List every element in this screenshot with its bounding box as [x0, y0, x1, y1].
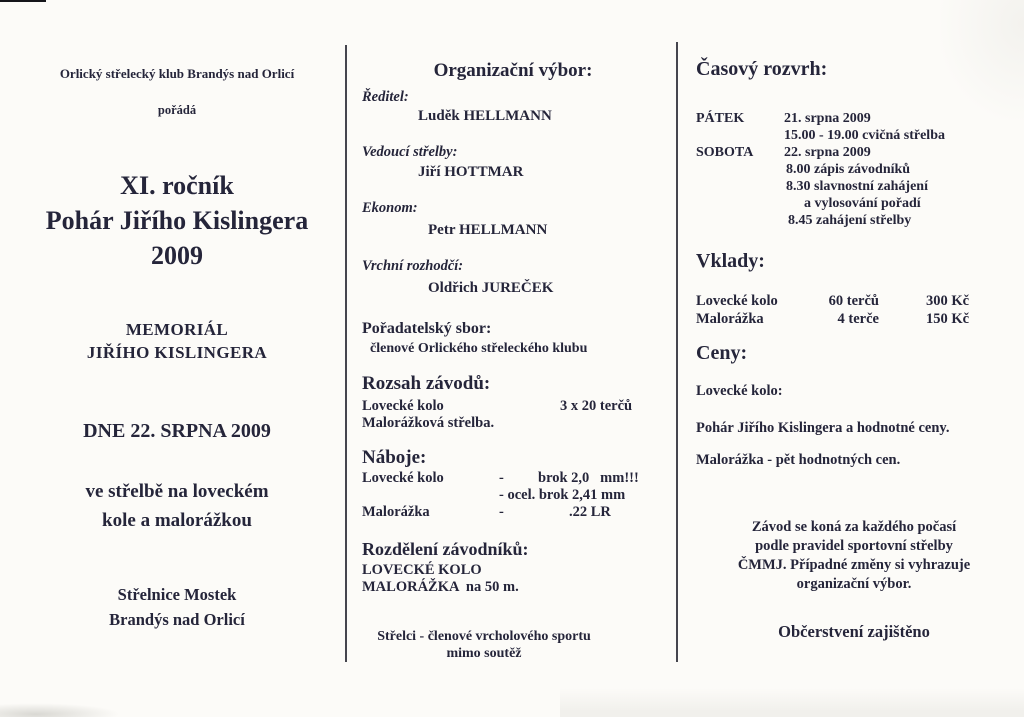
committee-heading: Organizační výbor:	[433, 60, 593, 81]
role-name-economist: Petr HELLMANN	[428, 222, 548, 238]
fees-row-smallbore	[696, 311, 969, 328]
prizes-line3: Malorážka - pět hodnotných cen.	[696, 452, 901, 468]
venue-line1: Střelnice Mostek	[117, 585, 237, 604]
scope-row1-value: 3 x 20 terčů	[560, 398, 633, 414]
fees-price: 300 Kč	[926, 293, 970, 309]
organizers-text: členové Orlického střeleckého klubu	[370, 341, 588, 356]
ammo-row3-dash: -	[499, 504, 504, 520]
ammo-row1-value: brok 2,0 mm!!!	[538, 470, 639, 486]
weather-note-line1: Závod se koná za každého počasí	[751, 519, 957, 535]
event-date: DNE 22. SRPNA 2009	[83, 420, 271, 442]
schedule-saturday-lines	[784, 144, 928, 229]
schedule-line: 22. srpna 2009	[784, 145, 871, 160]
division-line1: LOVECKÉ KOLO	[362, 562, 482, 578]
schedule-saturday-label: SOBOTA	[696, 145, 754, 160]
organizes-label: pořádá	[157, 103, 197, 117]
division-line2: MALORÁŽKA na 50 m.	[362, 579, 519, 595]
venue-line2: Brandýs nad Orlicí	[109, 610, 245, 629]
column-divider-right	[676, 42, 678, 662]
refreshments-note: Občerstvení zajištěno	[778, 622, 930, 641]
weather-note	[702, 518, 1006, 594]
ammo-row1-label: Lovecké kolo	[362, 470, 444, 486]
ammo-heading: Náboje:	[362, 447, 427, 468]
scope-heading: Rozsah závodů:	[362, 373, 491, 394]
prizes-line2: Pohár Jiřího Kislingera a hodnotné ceny.	[696, 420, 950, 436]
memorial-title	[18, 318, 336, 364]
left-column	[18, 0, 336, 717]
ammo-row1-dash: -	[499, 470, 504, 486]
fees-qty: 4 terče	[837, 311, 879, 327]
non-competing-note-line1: Střelci - členové vrcholového sportu	[377, 629, 591, 644]
schedule-line: 15.00 - 19.00 cvičná střelba	[784, 128, 945, 143]
right-column	[694, 0, 1016, 717]
schedule-line: 8.45 zahájení střelby	[788, 213, 912, 228]
memorial-line1: MEMORIÁL	[125, 320, 229, 339]
scope-row1	[362, 398, 670, 415]
prizes-heading: Ceny:	[696, 342, 748, 364]
role-name-chief-referee: Oldřich JUREČEK	[428, 280, 554, 296]
schedule-saturday	[696, 144, 928, 229]
event-title-line1: XI. ročník	[120, 171, 234, 200]
weather-note-line2: podle pravidel sportovní střelby	[755, 538, 953, 554]
division-heading: Rozdělení závodníků:	[362, 539, 529, 559]
schedule-friday-label: PÁTEK	[696, 111, 745, 126]
schedule-friday-lines	[784, 110, 945, 144]
weather-note-line4: organizační výbor.	[796, 576, 912, 592]
discipline-line2: kole a malorážkou	[102, 510, 252, 531]
club-name: Orlický střelecký klub Brandýs nad Orlicí	[59, 66, 295, 81]
fees-qty: 60 terčů	[828, 293, 879, 309]
scope-row1-label: Lovecké kolo	[362, 398, 444, 414]
non-competing-note	[363, 628, 605, 662]
fees-price: 150 Kč	[926, 311, 970, 327]
ammo-row2-value: - ocel. brok 2,41 mm	[499, 487, 626, 503]
organizers-heading: Pořadatelský sbor:	[362, 320, 492, 337]
fees-label: Malorážka	[696, 311, 764, 327]
event-title	[18, 168, 336, 273]
schedule-line: 8.30 slavnostní zahájení	[786, 179, 928, 194]
weather-note-line3: ČMMJ. Případné změny si vyhrazuje	[737, 557, 971, 573]
fees-heading: Vklady:	[696, 250, 765, 272]
event-title-line2: Pohár Jiřího Kislingera	[45, 206, 309, 235]
role-label-chief-referee: Vrchní rozhodčí:	[362, 258, 464, 274]
prizes-line1: Lovecké kolo:	[696, 383, 783, 399]
schedule-heading: Časový rozvrh:	[696, 58, 828, 80]
discipline	[18, 477, 336, 535]
role-name-shooting-lead: Jiří HOTTMAR	[418, 164, 524, 180]
role-label-economist: Ekonom:	[362, 200, 418, 216]
schedule-line: a vylosování pořadí	[804, 196, 921, 211]
memorial-line2: JIŘÍHO KISLINGERA	[86, 343, 268, 362]
role-name-director: Luděk HELLMANN	[418, 108, 552, 124]
column-divider-left	[345, 45, 347, 662]
schedule-line: 8.00 zápis závodníků	[786, 162, 911, 177]
discipline-line1: ve střelbě na loveckém	[85, 481, 269, 502]
middle-column	[356, 0, 670, 717]
non-competing-note-line2: mimo soutěž	[446, 646, 522, 661]
fees-label: Lovecké kolo	[696, 293, 778, 309]
role-label-director: Ředitel:	[362, 89, 409, 105]
ammo-row3-value: .22 LR	[569, 504, 611, 520]
role-label-shooting-lead: Vedoucí střelby:	[362, 144, 458, 160]
ammo-row3	[362, 504, 670, 521]
schedule-line: 21. srpna 2009	[784, 111, 871, 126]
schedule-friday	[696, 110, 945, 144]
venue	[18, 582, 336, 632]
ammo-row1	[362, 470, 670, 487]
event-title-line3: 2009	[151, 241, 203, 270]
ammo-row3-label: Malorážka	[362, 504, 430, 520]
scope-row2: Malorážková střelba.	[362, 415, 495, 431]
fees-row-hunting	[696, 293, 969, 310]
